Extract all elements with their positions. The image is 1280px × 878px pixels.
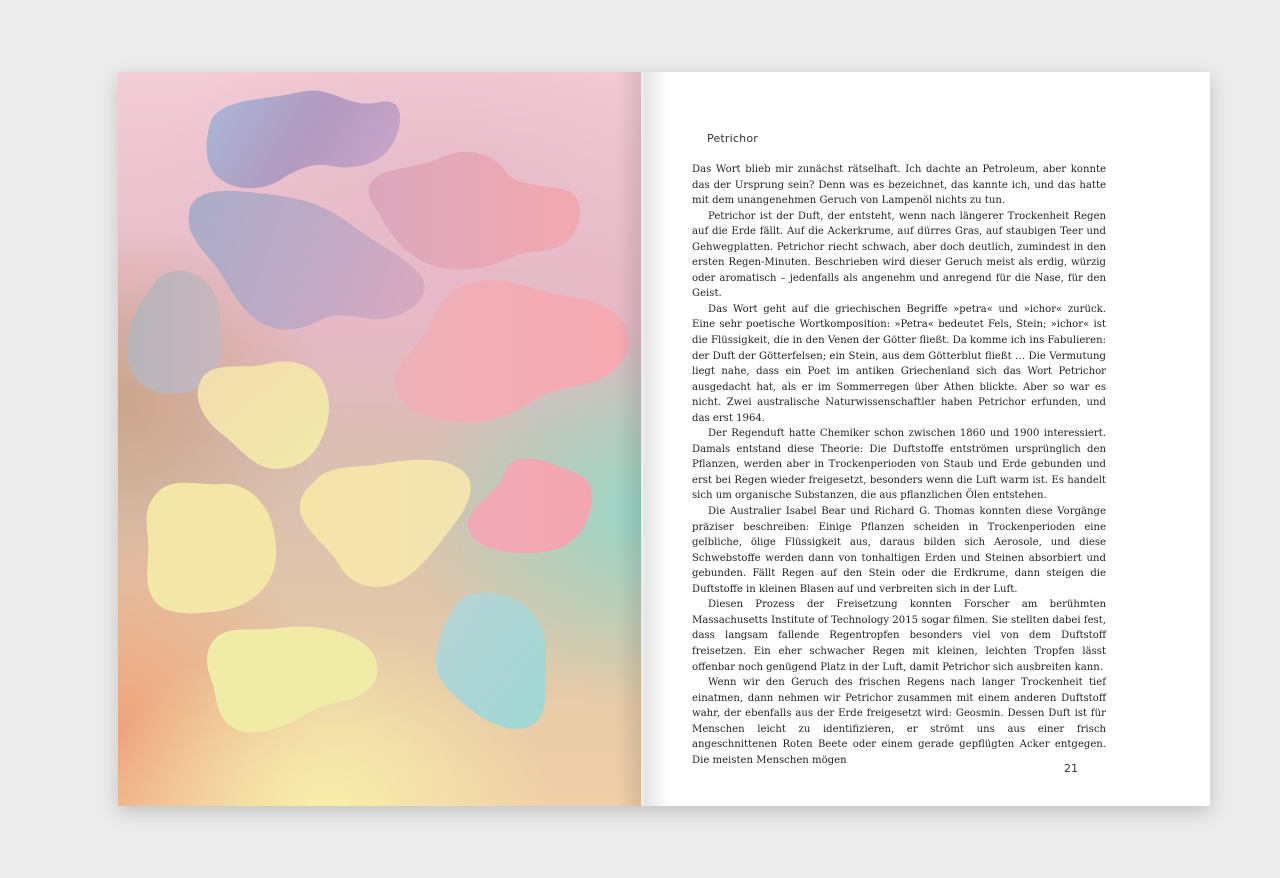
illustration-page: [118, 72, 641, 806]
paragraph: Der Regenduft hatte Chemiker schon zwischen 1860 und 1900 interessiert. Damals entstand diese Theorie: Die Duftstoffe entströmen ursprünglich den Pflanzen, werden aber in Trockenperioden von Staub und Erde gebunden und erst bei Regen wieder freigesetzt, besonders wenn die Luft warm ist. Es handelt sich um organische Substanzen, die aus pflanzlichen Ölen entstehen.: [692, 428, 1106, 502]
book-spread: [118, 72, 1210, 806]
blob-pink-small: [468, 459, 592, 554]
body-text: [692, 162, 1106, 768]
page-number: 21: [1064, 762, 1078, 775]
paragraph: Das Wort geht auf die griechischen Begriffe »petra« und »ichor« zurück. Eine sehr poetische Wortkomposition: »Petra« bedeutet Fels, Stein; »ichor« ist die Flüssigkeit, die in den Venen der Götter fließt. Da komme ich ins Fabulieren: der Duft der Götterfelsen; ein Stein, aus dem Götterblut fließt … Die Vermutung liegt nahe, dass ein Poet im antiken Griechenland sich das Wort Petrichor ausgedacht hat, als er im Sommerregen über Athen blickte. Aber so war es nicht. Zwei australische Naturwissenschaftler haben Petrichor erfunden, und das erst 1964.: [692, 303, 1106, 424]
paragraph: Diesen Prozess der Freisetzung konnten Forscher am berühmten Massachusetts Institute of Technology 2015 sogar filmen. Sie stellten dabei fest, dass langsam fallende Regentropfen besonders viel von dem Duftstoff freisetzen. Ein eher schwacher Regen mit kleinen, leichten Tropfen lässt offenbar noch genügend Platz in der Luft, damit Petrichor sich ausbreiten kann.: [692, 599, 1106, 673]
blob-violet-top: [207, 90, 401, 188]
blob-pink-upper: [368, 152, 580, 270]
paragraph: Das Wort blieb mir zunächst rätselhaft. Ich dachte an Petroleum, aber konnte das der Ursprung sein? Denn was es bezeichnet, das kannte ich, und das hatte mit dem unangenehmen Geruch von Lampenöl nichts zu tun.: [692, 164, 1106, 207]
running-head: Petrichor: [707, 132, 758, 145]
paragraph: Die Australier Isabel Bear und Richard G. Thomas konnten diese Vorgänge präziser beschreiben: Einige Pflanzen scheiden in Trockenperioden eine gelbliche, ölige Flüssigkeit aus, daraus bilden sich Aerosole, und diese Schwebstoffe werden dann von tonhaltigen Erden und Steinen absorbiert und gebunden. Fällt Regen auf den Stein oder die Erdkrume, dann steigen die Duftstoffe in kleinen Blasen auf und verbreiten sich in der Luft.: [692, 506, 1106, 595]
blob-illustration: [118, 72, 641, 806]
blob-yellow-center: [300, 460, 471, 587]
paragraph: Wenn wir den Geruch des frischen Regens nach langer Trockenheit tief einatmen, dann nehmen wir Petrichor zusammen mit einem anderen Duftstoff wahr, der ebenfalls aus der Erde freigesetzt wird: Geosmin. Dessen Duft ist für Menschen leicht zu identifizieren, er strömt uns aus einer frisch angeschnittenen Roten Beete oder einem gerade gepflügten Acker entgegen. Die meisten Menschen mögen: [692, 677, 1106, 766]
paragraph: Petrichor ist der Duft, der entsteht, wenn nach längerer Trockenheit Regen auf die Erde fällt. Auf die Ackerkrume, auf dürres Gras, auf staubigen Teer und Gehwegplatten. Petrichor riecht schwach, aber doch deutlich, zumindest in den ersten Regen-Minuten. Beschrieben wird dieser Geruch meist als erdig, würzig oder aromatisch – jedenfalls als angenehm und anregend für die Nase, für den Geist.: [692, 210, 1106, 300]
blob-yellow-left: [147, 483, 277, 614]
text-page: [644, 72, 1210, 806]
blob-yellow-mid: [198, 361, 329, 468]
blob-mint: [436, 593, 546, 729]
blob-pink-big: [395, 280, 629, 422]
blob-yellow-bottom: [207, 627, 378, 733]
